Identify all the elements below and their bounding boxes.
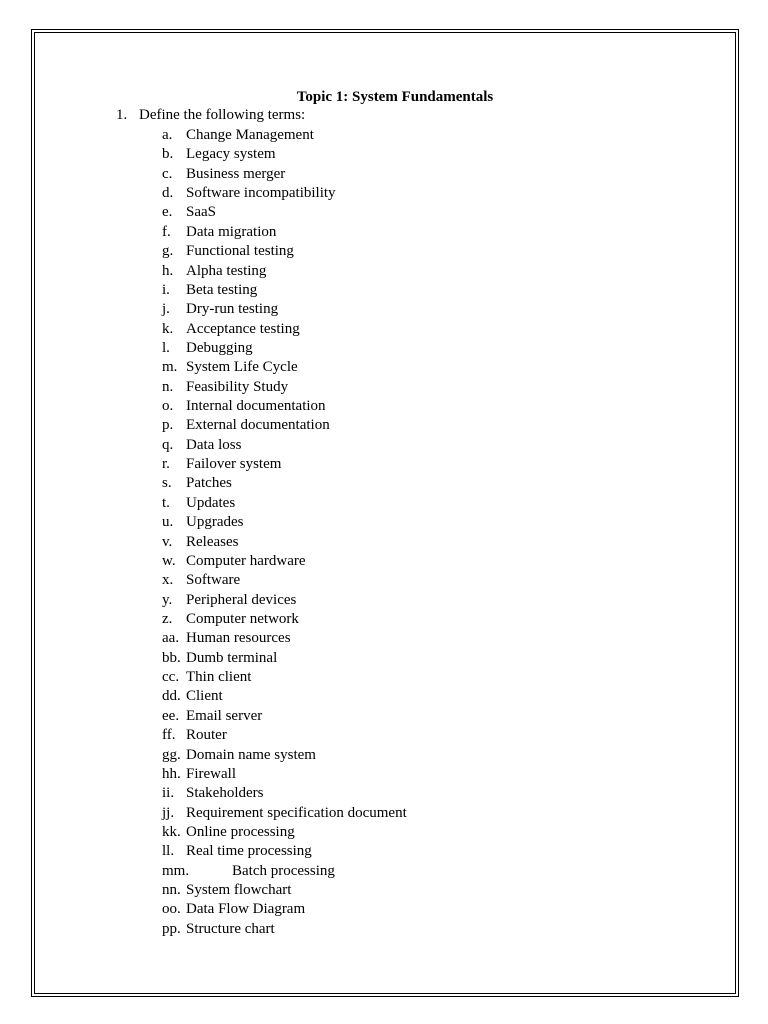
list-item-text: Client [186,688,223,705]
list-item-marker: i. [162,281,170,298]
list-item-marker: jj. [162,804,175,821]
list-item-marker: e. [162,204,173,221]
list-item [162,145,407,164]
list-item [162,881,407,900]
list-item [162,262,407,281]
list-item [162,165,407,184]
list-item-text: Functional testing [186,243,294,260]
list-item [162,552,407,571]
list-item [162,184,407,203]
list-item-text: Debugging [186,339,253,356]
list-item-marker: h. [162,262,174,279]
list-item-text: Computer hardware [186,552,306,569]
list-item-text: Data Flow Diagram [186,901,306,918]
list-item [162,900,407,919]
list-item-marker: pp. [162,920,181,937]
question-text: Define the following terms: [139,107,306,123]
list-item-text: Computer network [186,610,299,627]
list-item-text: Email server [186,707,263,724]
list-item-text: Dumb terminal [186,649,278,666]
list-item-marker: s. [162,475,172,492]
list-item-marker: p. [162,417,174,434]
list-item-marker: gg. [162,746,181,763]
list-item-marker: l. [162,339,170,356]
list-item [162,784,407,803]
list-item-marker: x. [162,572,174,589]
list-item-marker: ii. [162,785,175,802]
list-item-marker: v. [162,533,173,550]
list-item [162,862,407,881]
list-item-marker: w. [162,552,176,569]
list-item-marker: m. [162,359,178,376]
list-item-text: Business merger [186,165,286,182]
list-item-text: Real time processing [186,843,312,860]
list-item-marker: o. [162,398,174,415]
list-item-text: Peripheral devices [186,591,297,608]
list-item-marker: n. [162,378,174,395]
list-item [162,668,407,687]
list-item-text: Upgrades [186,514,244,531]
list-item-text: Releases [186,533,239,550]
list-item-marker: c. [162,165,173,182]
list-item [162,242,407,261]
list-item-text: Data loss [186,436,242,453]
list-item-marker: oo. [162,901,181,918]
list-item [162,687,407,706]
list-item-marker: u. [162,514,174,531]
list-item-marker: y. [162,591,173,608]
list-item-marker: t. [162,494,170,511]
list-item-marker: q. [162,436,174,453]
list-item-marker: mm. [162,862,190,879]
list-item-text: Requirement specification document [186,804,407,821]
list-item [162,804,407,823]
list-item-marker: ee. [162,707,180,724]
list-item-text: SaaS [186,204,216,221]
list-item-marker: hh. [162,765,181,782]
list-item [162,436,407,455]
list-item-marker: a. [162,127,173,143]
list-item [162,707,407,726]
list-item-marker: bb. [162,649,181,666]
list-item-text: Human resources [186,630,291,647]
list-item [162,649,407,668]
list-item [162,920,407,939]
list-item-text: Alpha testing [186,262,267,279]
list-item [162,203,407,222]
list-item-text: Feasibility Study [186,378,289,395]
list-item [162,513,407,532]
list-item-text: System Life Cycle [186,359,298,376]
list-item-text: Beta testing [186,281,258,298]
list-item-marker: aa. [162,630,180,647]
list-item-marker: z. [162,610,173,627]
list-item-text: Thin client [186,669,252,686]
list-item [162,823,407,842]
list-item-text: Dry-run testing [186,301,279,318]
list-item [162,571,407,590]
list-item-marker: g. [162,243,174,260]
list-item-marker: ll. [162,843,175,860]
term-list [162,126,407,939]
list-item [162,300,407,319]
list-item [162,455,407,474]
list-item-text: Software incompatibility [186,185,336,202]
list-item [162,416,407,435]
list-item-marker: nn. [162,882,181,899]
list-item-text: Stakeholders [186,785,264,802]
list-item-text: Firewall [186,765,236,782]
list-item [162,474,407,493]
list-item [162,726,407,745]
list-item-marker: d. [162,185,174,202]
list-item [162,281,407,300]
list-item-text: Legacy system [186,146,276,163]
list-item [162,223,407,242]
question-number: 1. [116,107,128,123]
list-item [162,339,407,358]
list-item-text: Data migration [186,223,277,240]
list-item-text: Patches [186,475,232,492]
list-item-text: Batch processing [232,862,335,879]
list-item [162,397,407,416]
list-item-marker: b. [162,146,174,163]
list-item-text: Structure chart [186,920,275,937]
list-item [162,358,407,377]
list-item-marker: kk. [162,823,181,840]
list-item-text: Internal documentation [186,398,326,415]
list-item-marker: j. [162,301,170,318]
list-item-marker: dd. [162,688,181,705]
list-item [162,533,407,552]
list-item [162,746,407,765]
list-item [162,591,407,610]
list-item [162,494,407,513]
list-item-text: Router [186,727,227,744]
list-item-text: System flowchart [186,882,292,899]
list-item [162,320,407,339]
list-item [162,126,407,145]
list-item-marker: f. [162,223,171,240]
list-item-text: Domain name system [186,746,316,763]
question-line [116,106,305,124]
list-item-text: Online processing [186,823,295,840]
list-item-text: Software [186,572,241,589]
list-item-marker: cc. [162,669,180,686]
list-item [162,765,407,784]
list-item-text: Change Management [186,127,314,143]
list-item-text: Updates [186,494,236,511]
list-item-marker: ff. [162,727,176,744]
list-item-marker: r. [162,456,170,473]
page-title: Topic 1: System Fundamentals [296,89,494,105]
list-item-marker: k. [162,320,174,337]
list-item-text: Failover system [186,456,282,473]
list-item-text: External documentation [186,417,330,434]
list-item [162,842,407,861]
list-item [162,378,407,397]
list-item [162,629,407,648]
list-item [162,610,407,629]
list-item-text: Acceptance testing [186,320,300,337]
